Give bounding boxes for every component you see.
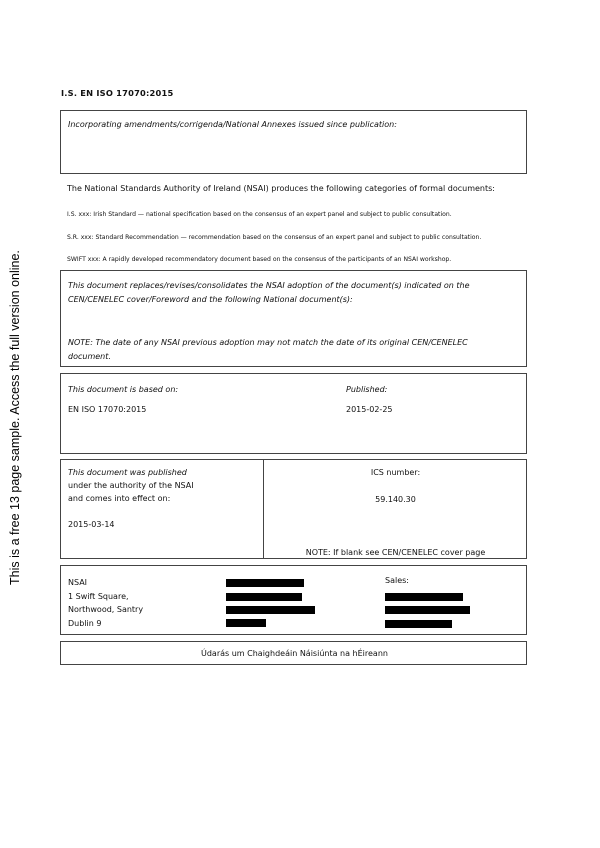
replaces-line-2: CEN/CENELEC cover/Foreword and the following National document(s): (68, 294, 353, 304)
publication-line-3: and comes into effect on: (68, 494, 171, 503)
replaces-note-line-2: document. (68, 351, 111, 361)
based-on-label: This document is based on: (68, 385, 179, 394)
address-box (60, 565, 527, 635)
address-line-4: Dublin 9 (68, 618, 102, 628)
ics-note: NOTE: If blank see CEN/CENELEC cover page (305, 548, 486, 557)
address-line-2: 1 Swift Square, (68, 591, 129, 601)
redaction-bar (385, 620, 452, 628)
ics-label: ICS number: (370, 468, 421, 477)
replaces-line-1: This document replaces/revises/consolidates the NSAI adoption of the document(s) indicated on the (68, 281, 470, 290)
footer-text: Údarás um Chaighdeáin Náisiúnta na hÉireann (201, 649, 388, 658)
published-label: Published: (346, 385, 388, 394)
category-standard-recommendation: S.R. xxx: Standard Recommendation — recommendation based on the consensus of an expert panel and subject to public consultation. (67, 234, 482, 241)
address-line-3: Northwood, Santry (68, 605, 144, 614)
sales-label: Sales: (385, 576, 409, 585)
redaction-bar (226, 606, 315, 614)
publication-line-2: under the authority of the NSAI (68, 481, 194, 490)
publication-box (60, 459, 527, 559)
based-on-value: EN ISO 17070:2015 (68, 405, 147, 414)
category-swift: SWIFT xxx: A rapidly developed recommendatory document based on the consensus of the participants of an NSAI workshop. (67, 256, 452, 263)
replaces-note-line-1: NOTE: The date of any NSAI previous adoption may not match the date of its original CEN/CENELEC (68, 338, 468, 347)
replaces-box (60, 270, 527, 367)
redaction-bar (226, 579, 304, 587)
publication-line-1: This document was published (68, 468, 187, 477)
redaction-bar (226, 593, 302, 601)
redaction-bar (226, 619, 266, 627)
effective-date: 2015-03-14 (68, 520, 115, 529)
ics-value: 59.140.30 (375, 495, 416, 504)
category-irish-standard: I.S. xxx: Irish Standard — national specification based on the consensus of an expert panel and subject to public consultation. (67, 211, 452, 218)
footer-box (60, 641, 527, 665)
redaction-bar (385, 593, 463, 601)
intro-text: The National Standards Authority of Ireland (NSAI) produces the following categories of formal documents: (67, 184, 495, 193)
document-title: I.S. EN ISO 17070:2015 (61, 88, 174, 98)
address-line-1: NSAI (68, 578, 88, 587)
based-on-box (60, 373, 527, 454)
amendments-box (60, 110, 527, 174)
amendments-text: Incorporating amendments/corrigenda/National Annexes issued since publication: (68, 120, 397, 129)
published-value: 2015-02-25 (346, 405, 393, 414)
sample-watermark: This is a free 13 page sample. Access the full version online. (8, 250, 22, 585)
redaction-bar (385, 606, 470, 614)
